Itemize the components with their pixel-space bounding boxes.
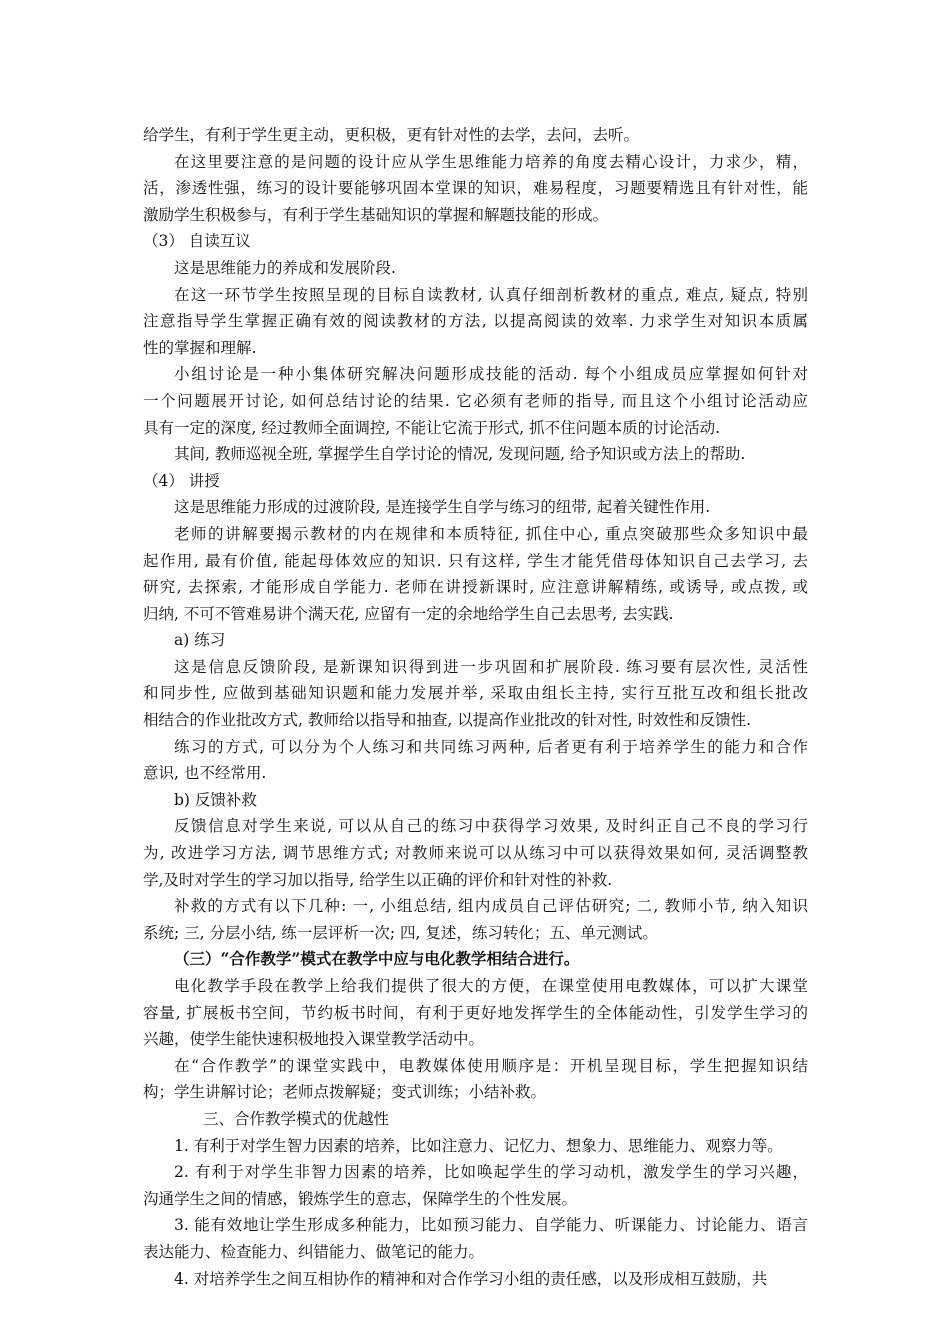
paragraph [143, 1133, 808, 1160]
text-line: 小组讨论是一种小集体研究解决问题形成技能的活动. 每个小组成员应掌握如何针对 [174, 365, 808, 384]
paragraph [143, 441, 808, 468]
text-line: 表达能力、检查能力、纠错能力、做笔记的能力。 [143, 1242, 485, 1261]
text-line: 这是思维能力的养成和发展阶段. [174, 258, 396, 277]
paragraph [143, 122, 808, 149]
text-line: 相结合的作业批改方式, 教师给以指导和抽查, 以提高作业批改的针对性, 时效性和反馈性. [143, 711, 751, 730]
paragraph [143, 1266, 808, 1293]
text-line: 4. 对培养学生之间互相协作的精神和对合作学习小组的责任感，以及形成相互鼓励，共 [174, 1269, 768, 1288]
paragraph [143, 787, 808, 814]
paragraph [143, 521, 808, 627]
text-line: 补救的方式有以下几种: 一, 小组总结, 组内成员自己评估研究; 二, 教师小节, 纳入知识 [174, 897, 808, 916]
paragraph [143, 282, 808, 362]
text-line: 在这一环节学生按照呈现的目标自读教材, 认真仔细剖析教材的重点, 难点, 疑点, 特别 [174, 285, 808, 304]
document-body [143, 122, 808, 1292]
text-line: 容量, 扩展板书空间，节约板书时间，有利于更好地发挥学生的全体能动性，引发学生学习的 [143, 1003, 808, 1022]
text-line: 三、合作教学模式的优越性 [203, 1109, 390, 1128]
paragraph [143, 973, 808, 1053]
text-line: 一个问题展开讨论, 如何总结讨论的结果. 它必须有老师的指导, 而且这个小组讨论活动应 [143, 391, 808, 410]
paragraph [143, 893, 808, 946]
text-line: （3） 自读互议 [143, 232, 251, 251]
text-line: 3. 能有效地让学生形成多种能力，比如预习能力、自学能力、听课能力、讨论能力、语言 [174, 1216, 808, 1235]
text-line: 构；学生讲解讨论；老师点拨解疑；变式训练；小结补救。 [143, 1083, 547, 1102]
text-line: 起作用, 最有价值, 能起母体效应的知识. 只有这样, 学生才能凭借母体知识自己去学习, 去 [143, 551, 808, 570]
text-line: 系统; 三, 分层小结, 练一层评析一次; 四, 复述，练习转化；五、单元测试。 [143, 923, 658, 942]
text-line: 其间, 教师巡视全班, 掌握学生自学讨论的情况, 发现问题, 给予知识或方法上的帮助. [174, 445, 746, 464]
text-line: 反馈信息对学生来说, 可以从自己的练习中获得学习效果, 及时纠正自己不良的学习行 [174, 817, 808, 836]
text-line: 给学生，有利于学生更主动，更积极，更有针对性的去学，去问，去听。 [143, 126, 640, 144]
text-line: 具有一定的深度, 经过教师全面调控, 不能让它流于形式, 抓不住问题本质的讨论活动. [143, 418, 720, 437]
section-heading [143, 946, 808, 973]
text-line: 在“合作教学”的课堂实践中，电教媒体使用顺序是：开机呈现目标，学生把握知识结 [174, 1056, 808, 1075]
paragraph [143, 734, 808, 787]
text-line: 归纳, 不可不管难易讲个满天花, 应留有一定的余地给学生自己去思考, 去实践. [143, 604, 674, 623]
text-line: 注意指导学生掌握正确有效的阅读教材的方法, 以提高阅读的效率. 力求学生对知识本质属 [143, 312, 808, 331]
text-line: 性的掌握和理解. [143, 338, 257, 357]
text-line: 沟通学生之间的情感，锻炼学生的意志，保障学生的个性发展。 [143, 1189, 578, 1208]
text-line: （4） 讲授 [143, 471, 220, 490]
text-line: 研究, 去探索, 才能形成自学能力. 老师在讲授新课时, 应注意讲解精练, 或诱导, 或点拨, 或 [143, 578, 808, 597]
paragraph [143, 813, 808, 893]
text-line: 这是信息反馈阶段, 是新课知识得到进一步巩固和扩展阶段. 练习要有层次性, 灵活性 [174, 657, 808, 676]
paragraph [143, 149, 808, 229]
paragraph [143, 1053, 808, 1106]
text-line: 兴趣，使学生能快速积极地投入课堂教学活动中。 [143, 1030, 485, 1049]
text-line: 学,及时对学生的学习加以指导, 给学生以正确的评价和针对性的补救. [143, 870, 613, 889]
paragraph [143, 494, 808, 521]
text-line: 激励学生积极参与，有利于学生基础知识的掌握和解题技能的形成。 [143, 205, 609, 224]
paragraph [143, 654, 808, 734]
text-line: 电化教学手段在教学上给我们提供了很大的方便，在课堂使用电教媒体，可以扩大课堂 [174, 977, 808, 995]
paragraph [143, 1212, 808, 1265]
text-line: 活，渗透性强，练习的设计要能够巩固本堂课的知识，难易程度，习题要精选且有针对性，能 [143, 179, 808, 198]
text-line: b) 反馈补救 [174, 790, 257, 809]
paragraph [143, 1106, 808, 1133]
text-line: 练习的方式, 可以分为个人练习和共同练习两种, 后者更有利于培养学生的能力和合作 [174, 737, 808, 756]
text-line: （三）“合作教学”模式在教学中应与电化教学相结合进行。 [174, 949, 580, 969]
text-line: 为, 改进学习方法, 调节思维方式; 对教师来说可以从练习中可以获得效果如何, 灵活调整教 [143, 844, 808, 863]
paragraph [143, 1159, 808, 1212]
paragraph [143, 255, 808, 282]
text-line: 意识, 也不经常用. [143, 764, 267, 783]
paragraph [143, 468, 808, 495]
paragraph [143, 627, 808, 654]
text-line: 1. 有利于对学生智力因素的培养，比如注意力、记忆力、想象力、思维能力、观察力等。 [174, 1136, 783, 1155]
paragraph [143, 228, 808, 255]
text-line: 老师的讲解要揭示教材的内在规律和本质特征, 抓住中心, 重点突破那些众多知识中最 [174, 524, 808, 543]
text-line: 2. 有利于对学生非智力因素的培养，比如唤起学生的学习动机，激发学生的学习兴趣， [174, 1163, 808, 1182]
paragraph [143, 361, 808, 441]
text-line: 这是思维能力形成的过渡阶段, 是连接学生自学与练习的纽带, 起着关键性作用. [174, 498, 711, 517]
text-line: 和同步性, 应做到基础知识题和能力发展并举, 采取由组长主持, 实行互批互改和组长批改 [143, 684, 808, 703]
text-line: 在这里要注意的是问题的设计应从学生思维能力培养的角度去精心设计，力求少，精， [174, 152, 808, 171]
text-line: a) 练习 [174, 631, 226, 650]
